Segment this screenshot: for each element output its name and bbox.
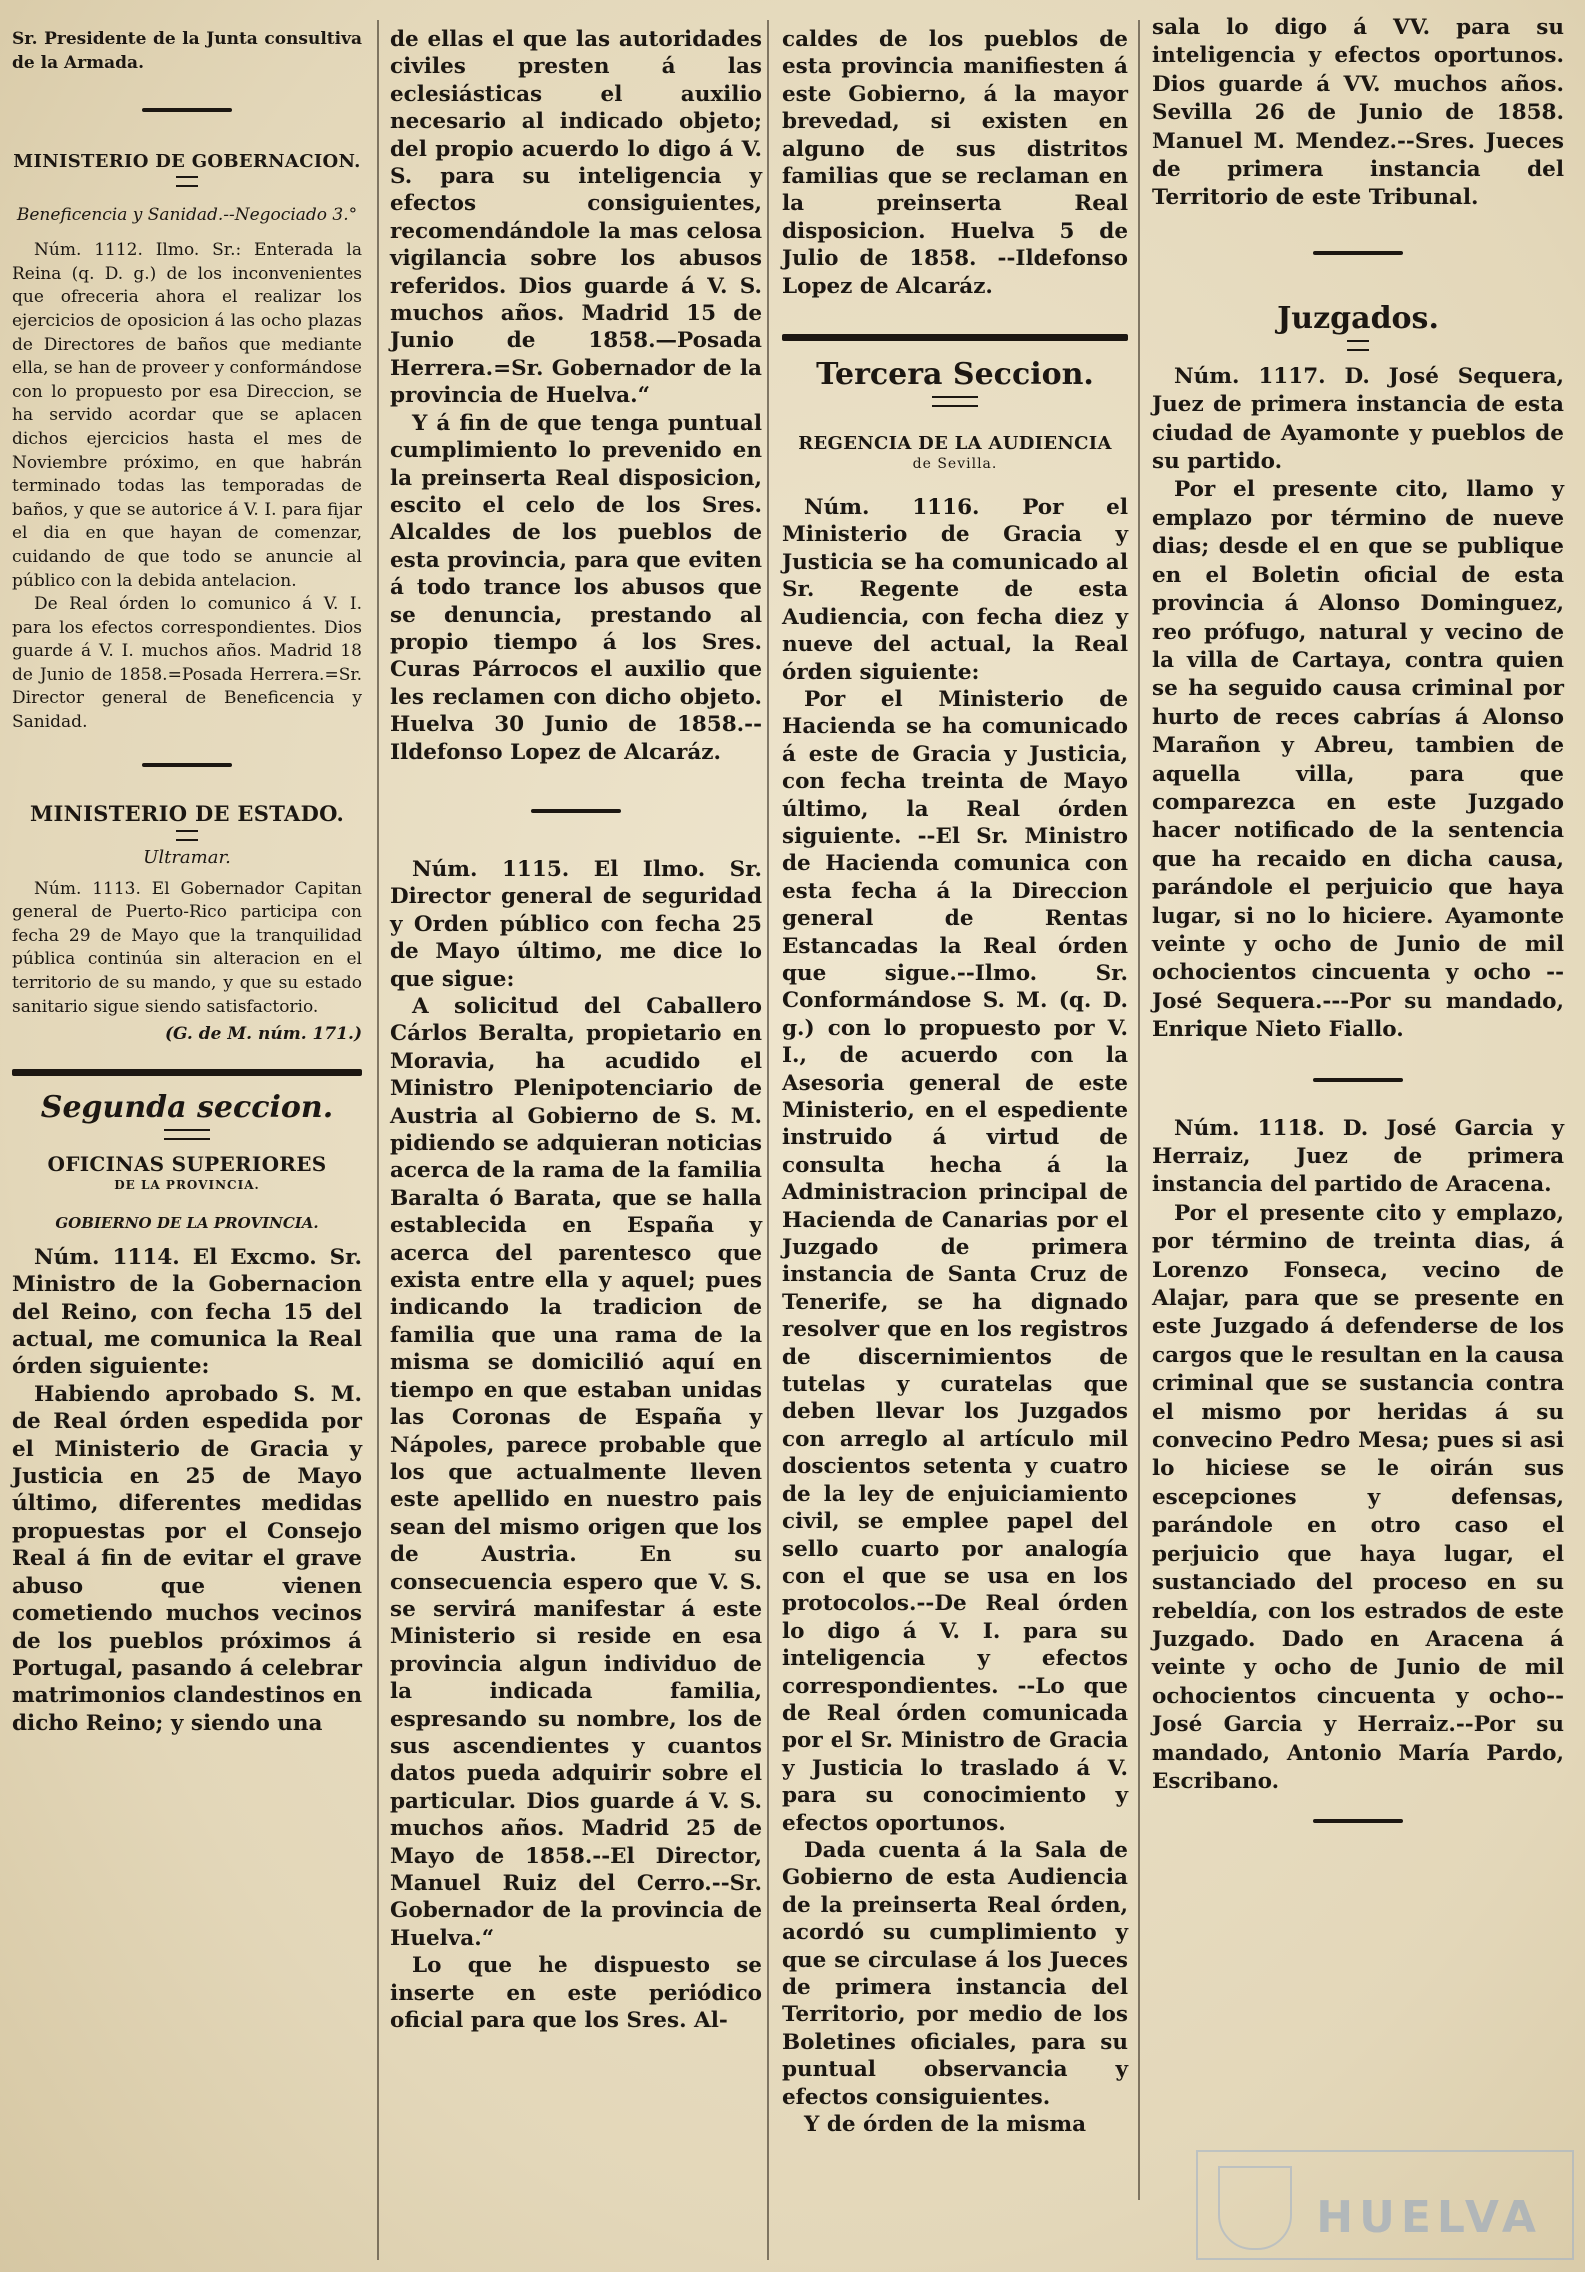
column-2 [380,0,768,2272]
double-rule [932,396,978,407]
section-heading: MINISTERIO DE ESTADO. [29,800,345,826]
article-1115: Núm. 1115. El Ilmo. Sr. Director general de seguridad y Orden público con fecha 25 de Mayo último, me dice lo que sigue: [390,856,762,992]
separator [390,766,762,856]
article-1114-body: Habiendo aprobado S. M. de Real órden espedida por el Ministerio de Gracia y Justicia en 25 de Mayo último, diferentes medidas propuestas por el Consejo Real á fin de evitar el grave abuso que vienen cometiendo muchos vecinos de los pueblos próximos á Portugal, pasando á celebrar matrimonios clandestinos en dicho Reino; y siendo una [12,1381,362,1736]
article-1117: Núm. 1117. D. José Sequera, Juez de primera instancia de esta ciudad de Ayamonte y pueblos de su partido. [1152,363,1564,475]
double-rule [176,176,198,187]
double-rule [164,1129,210,1140]
section-subheading: DE LA PROVINCIA. [114,1177,260,1192]
subsection-title: GOBIERNO DE LA PROVINCIA. [55,1213,319,1232]
section-heading: Tercera Seccion. [816,357,1094,393]
article-1115-continued: caldes de los pueblos de esta provincia manifiesten á este Gobierno, á la mayor brevedad, si existen en alguno de sus distritos familias que se reclaman en la preinserta Real disposicion. Huelva 5 de Julio de 1858. --Ildefonso Lopez de Alcaráz. [782,27,1128,299]
article-1113-source: (G. de M. núm. 171.) [164,1024,362,1045]
article-1116-end: Y de órden de la misma [804,2112,1087,2138]
column-rule [377,20,379,2260]
article-1116-closing: Dada cuenta á la Sala de Gobierno de esta Audiencia de la preinserta Real órden, acordó su cumplimiento y que se circulase á los Jueces de primera instancia del Territorio, por medio de los Boletines oficiales, para su puntual observancia y efectos consiguientes. [782,1837,1128,2110]
article-1112-closing: De Real órden lo comunico á V. I. para los efectos correspondientes. Dios guarde á V. I. muchos años. Madrid 18 de Junio de 1858.=Posada Herrera.=Sr. Director general de Beneficencia y Sanidad. [12,594,362,733]
article-1114-continued: de ellas el que las autoridades civiles presten á las eclesiásticas el auxilio necesario al indicado objeto; del propio acuerdo lo digo á V. S. para su inteligencia y efectos consiguientes, recomendándole la mas celosa vigilancia sobre los abusos referidos. Dios guarde á V. S. muchos años. Madrid 15 de Junio de 1858.—Posada Herrera.=Sr. Gobernador de la provincia de Huelva.“ [390,27,762,409]
article-1116-body: Por el Ministerio de Hacienda se ha comunicado á este de Gracia y Justicia, con fecha treinta de Mayo último, la Real órden siguiente. --El Sr. Ministro de Hacienda comunica con esta fecha á la Direccion general de Rentas Estancadas la Real órden que sigue.--Ilmo. Sr. Conformándose S. M. (q. D. g.) con lo propuesto por V. I., de acuerdo con la Asesoria general de este Ministerio, en el espediente instruido á virtud de consulta hecha á la Administracion principal de Hacienda de Canarias por el Juzgado de primera instancia de Santa Cruz de Tenerife, se ha dignado resolver que en los registros de discernimientos de tutelas y curatelas que deben llevar los Juzgados con arreglo al artículo mil doscientos setenta y cuatro de la ley de enjuiciamiento civil, se emplee papel del sello cuarto por analogía con el que se usa en los protocolos.--De Real órden lo digo á V. I. para su inteligencia y efectos correspondientes. --Lo que de Real órden comunicada por el Sr. Ministro de Gracia y Justicia lo traslado á V. para su conocimiento y efectos oportunos. [782,686,1128,1836]
article-1118-body: Por el presente cito y emplazo, por término de treinta dias, á Lorenzo Fonseca, vecino de Alajar, para que se presente en este Juzgado á defenderse de los cargos que le resultan en la causa criminal que se sustancia contra el mismo por heridas á su convecino Pedro Mesa; pues si asi lo hiciese se le oirán sus escepciones y defensas, parándole en otro caso el perjuicio que haya lugar, el sustanciado del proceso en su rebeldía, con los estrados de este Juzgado. Dado en Aracena á veinte y ocho de Junio de mil ochocientos cincuenta y ocho--José Garcia y Herraiz.--Por su mandado, Antonio María Pardo, Escribano. [1152,1200,1564,1794]
article-1117-body: Por el presente cito, llamo y emplazo por término de nueve dias; desde el en que se publique en el Boletin oficial de esta provincia á Alonso Dominguez, reo prófugo, natural y vecino de la villa de Cartaya, contra quien se ha seguido causa criminal por hurto de reces cabrías á Alonso Marañon y Abreu, tambien de aquella villa, para que comparezca en este Juzgado hacer notificado de la sentencia que ha recaido en dicha causa, parándole el perjuicio que haya lugar, si no lo hiciere. Ayamonte veinte y ocho de Junio de mil ochocientos cincuenta y ocho --José Sequera.---Por su mandado, Enrique Nieto Fiallo. [1152,477,1564,1043]
article-1114-closing: Y á fin de que tenga puntual cumplimiento lo prevenido en la preinserta Real disposicion, escito el celo de los Sres. Alcaldes de los pueblos de esta provincia, para que eviten á todo trance los abusos que se denuncia, prestando al propio tiempo á los Sres. Curas Párrocos el auxilio que les reclamen con dicho objeto. Huelva 30 Junio de 1858.--Ildefonso Lopez de Alcaráz. [390,410,762,765]
article-1113: Núm. 1113. El Gobernador Capitan general de Puerto-Rico participa con fecha 29 de Mayo que la tranquilidad pública continúa sin alteracion en el territorio de su mando, y que su estado sanitario sigue siendo satisfactorio. [12,878,362,1017]
section-subheading: de Sevilla. [912,456,998,473]
section-heading: Juzgados. [1277,300,1439,336]
separator [1152,1045,1564,1115]
library-watermark [1196,2150,1574,2260]
subsection-title: Ultramar. [143,846,231,868]
shield-icon [1218,2166,1292,2250]
separator [1152,1796,1564,1846]
double-rule [1347,340,1369,351]
article-1118: Núm. 1118. D. José Garcia y Herraiz, Juez de primera instancia del partido de Aracena. [1152,1115,1564,1198]
column-3 [772,0,1136,2272]
intro-text: Sr. Presidente de la Junta consultiva de la Armada. [12,29,362,73]
section-heading: OFICINAS SUPERIORES [47,1151,327,1176]
article-1115-body: A solicitud del Caballero Cárlos Beralta, propietario en Moravia, ha acudido el Ministro Plenipotenciario de Austria al Gobierno de S. M. pidiendo se adquieran noticias acerca de la rama de la familia Baralta ó Barata, que se halla establecida en España y acerca del parentesco que exista entre ella y aquel; pues indicando la tradicion de familia que una rama de la misma se domicilió aquí en tiempo en que estaban unidas las Coronas de España y Nápoles, parece probable que los que actualmente lleven este apellido en nuestro pais sean del mismo origen que los de Austria. En su consecuencia espero que V. S. se servirá manifestar á este Ministerio si reside en esa provincia algun individuo de la indicada familia, espresando su nombre, los de sus ascendientes y cuantos datos pueda adquirir sobre el particular. Dios guarde á V. S. muchos años. Madrid 25 de Mayo de 1858.--El Director, Manuel Ruiz del Cerro.--Sr. Gobernador de la provincia de Huelva.“ [390,994,762,1951]
article-1114: Núm. 1114. El Excmo. Sr. Ministro de la Gobernacion del Reino, con fecha 15 del actual, me comunica la Real órden siguiente: [12,1244,362,1380]
double-rule [176,830,198,841]
article-1115-closing: Lo que he dispuesto se inserte en este periódico oficial para que los Sres. Al- [390,1953,762,2034]
column-4 [1142,0,1574,2272]
article-1112: Núm. 1112. Ilmo. Sr.: Enterada la Reina (q. D. g.) de los inconvenientes que ofreceria ahora el realizar los ejercicios de oposicion á las ocho plazas de Directores de baños que mediante ella, se han de proveer y conformándose con lo propuesto por esa Direccion, se ha servido acordar que se aplacen dichos ejercicios hasta el mes de Noviembre próximo, en que habrán terminado todas las temporadas de baños, y que se autorice á V. I. para fijar el dia en que hayan de comenzar, cuidando de que todo se anuncie al público con la debida antelacion. [12,240,362,591]
section-heading: Segunda seccion. [40,1089,334,1125]
column-1 [0,0,372,2272]
article-1116-continued: sala lo digo á VV. para su inteligencia y efectos oportunos. Dios guarde á VV. muchos años. Sevilla 26 de Junio de 1858. Manuel M. Mendez.--Sres. Jueces de primera instancia del Territorio de este Tribunal. [1152,15,1564,211]
article-1116: Núm. 1116. Por el Ministerio de Gracia y Justicia se ha comunicado al Sr. Regente de esta Audiencia, con fecha diez y nueve del actual, la Real órden siguiente: [782,495,1128,685]
separator [12,735,362,795]
subsection-title: Beneficencia y Sanidad.--Negociado 3.° [16,205,358,226]
separator [12,75,362,145]
watermark-text: HUELVA [1316,2192,1542,2243]
separator [1152,213,1564,293]
section-heading: MINISTERIO DE GOBERNACION. [13,151,361,173]
heavy-rule [782,334,1128,341]
heavy-rule [12,1069,362,1076]
column-rule [1138,20,1140,2200]
section-heading: REGENCIA DE LA AUDIENCIA [798,433,1112,455]
